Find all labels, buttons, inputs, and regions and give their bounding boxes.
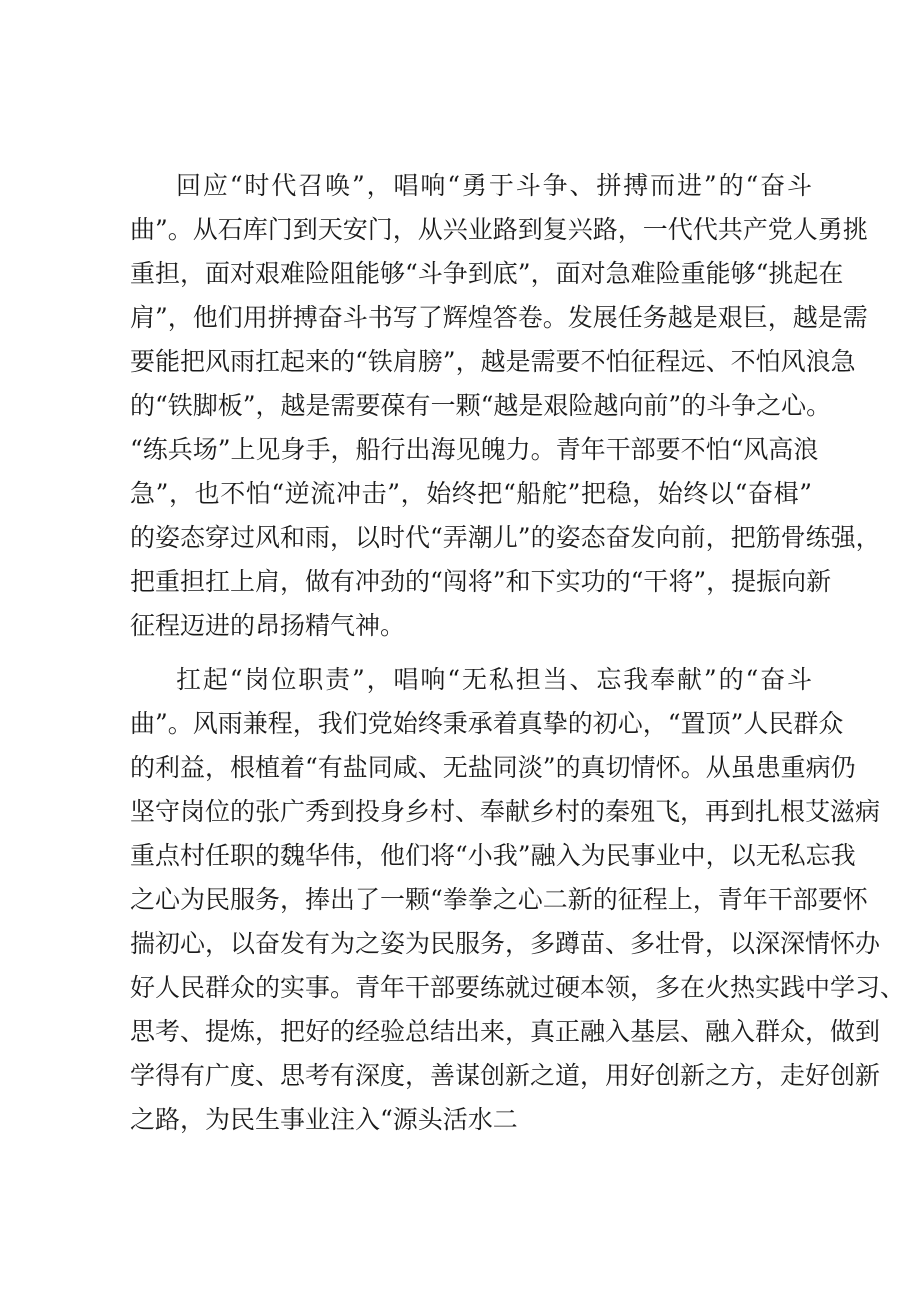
paragraph-2-line-3: 的利益，根植着“有盐同咸、无盐同淡”的真切情怀。从虽患重病仍 — [130, 753, 856, 782]
paragraph-1-line-10: 把重担扛上肩，做有冲劲的“闯将”和下实功的“干将”，提振向新 — [130, 567, 832, 596]
paragraph-2-line-10: 学得有广度、思考有深度，善谋创新之道，用好创新之方，走好创新 — [130, 1061, 881, 1090]
paragraph-2-line-8: 好人民群众的实事。青年干部要练就过硬本领，多在火热实践中学习、 — [130, 973, 906, 1002]
paragraph-2-line-11: 之路，为民生事业注入“源头活水二 — [130, 1105, 518, 1134]
paragraph-2-line-5: 重点村任职的魏华伟，他们将“小我”融入为民事业中，以无私忘我 — [130, 841, 856, 870]
paragraph-2-line-4: 坚守岗位的张广秀到投身乡村、奉献乡村的秦殂飞，再到扎根艾滋病 — [130, 797, 881, 826]
paragraph-2-line-7: 揣初心，以奋发有为之姿为民服务，多蹲苗、多壮骨，以深深情怀办 — [130, 929, 881, 958]
paragraph-1-line-6: 的“铁脚板”，越是需要葆有一颗“越是艰险越向前”的斗争之心。 — [130, 391, 832, 420]
paragraph-1-line-8: 急”，也不怕“逆流冲击”，始终把“船舵”把稳，始终以“奋楫” — [130, 479, 812, 508]
paragraph-1-line-3: 重担，面对艰难险阻能够“斗争到底”，面对急难险重能够“挑起在 — [130, 259, 844, 288]
paragraph-1-line-5: 要能把风雨扛起来的“铁肩膀”，越是需要不怕征程远、不怕风浪急 — [130, 347, 856, 376]
paragraph-1-line-9: 的姿态穿过风和雨，以时代“弄潮儿”的姿态奋发向前，把筋骨练强， — [130, 523, 881, 552]
paragraph-2-line-6: 之心为民服务，捧出了一颗“拳拳之心二新的征程上，青年干部要怀 — [130, 885, 868, 914]
paragraph-1-line-7: “练兵场”上见身手，船行出海见魄力。青年干部要不怕“风高浪 — [130, 435, 819, 464]
paragraph-1-line-11: 征程迈进的昂扬精气神。 — [130, 611, 406, 640]
paragraph-2-line-1: 扛起“岗位职责”，唱响“无私担当、忘我奉献”的“奋斗 — [176, 665, 812, 694]
paragraph-1-line-1: 回应“时代召唤”，唱响“勇于斗争、拼搏而进”的“奋斗 — [176, 171, 812, 200]
paragraph-2-line-9: 思考、提炼，把好的经验总结出来，真正融入基层、融入群众，做到 — [130, 1017, 881, 1046]
paragraph-2-line-2: 曲”。风雨兼程，我们党始终秉承着真挚的初心，“置顶”人民群众 — [130, 709, 844, 738]
paragraph-1-line-4: 肩”，他们用拼搏奋斗书写了辉煌答卷。发展任务越是艰巨，越是需 — [130, 303, 868, 332]
paragraph-1-line-2: 曲”。从石库门到天安门，从兴业路到复兴路，一代代共产党人勇挑 — [130, 215, 868, 244]
